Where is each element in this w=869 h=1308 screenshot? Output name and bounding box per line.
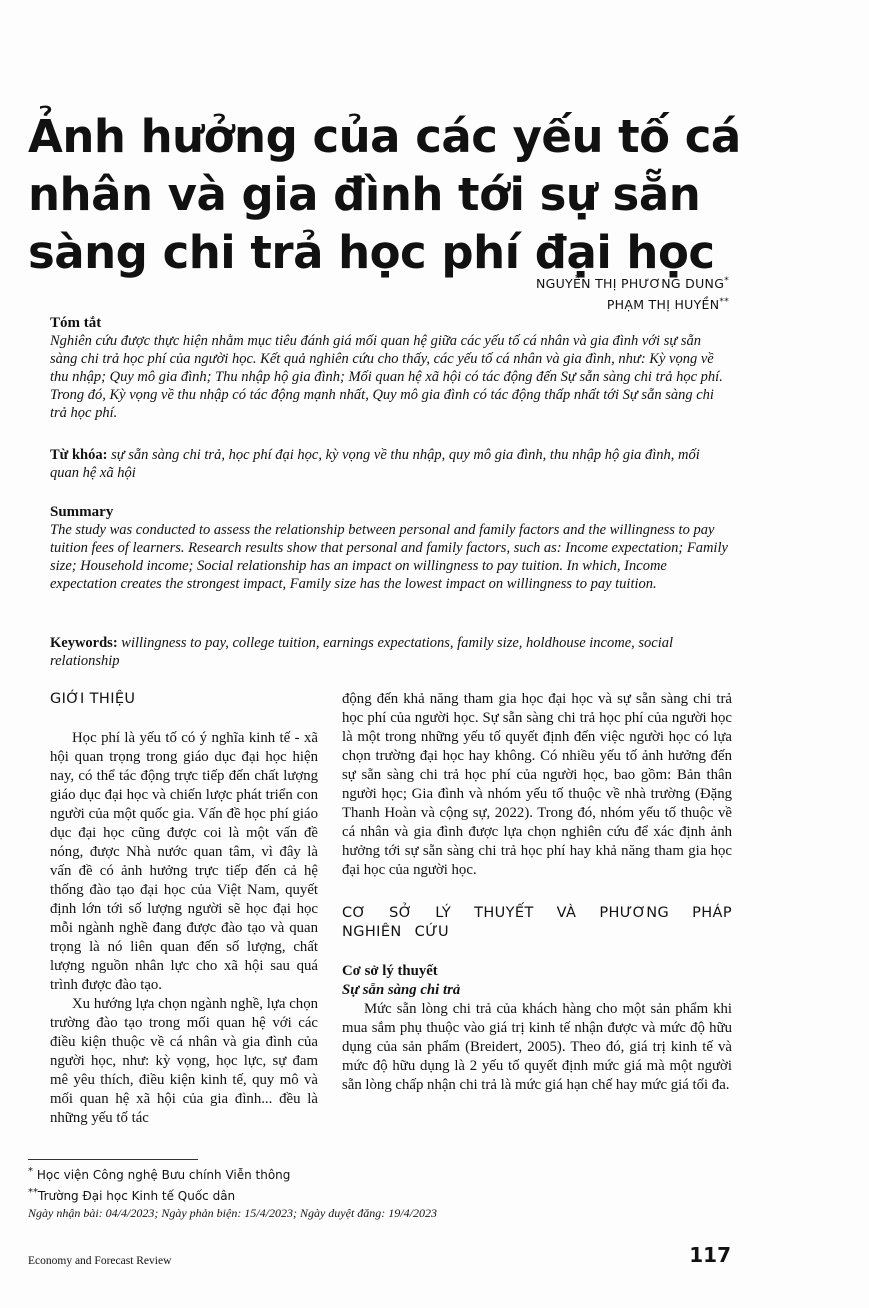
article-title: Ảnh hưởng của các yếu tố cá nhân và gia đình tới sự sẵn sàng chi trả học phí đại học bbox=[28, 110, 741, 279]
intro-paragraph-1: Học phí là yếu tố có ý nghĩa kinh tế - xã hội quan trọng trong giáo dục đại học hiện nay, có thể tác động trực tiếp đến chất lượng giáo dục đại học và chiến lược phát triển con người của một quốc gia. Vấn đề học phí giáo dục đại học cũng được coi là một vấn đề nóng, được Nhà nước quan tâm, vì đây là vấn đề có ảnh hưởng trực tiếp đến cả hệ thống đào tạo đại học của Việt Nam, quyết định lớn tới số lượng người sẽ học đại học mỗi ngành nghề đang được đào tạo và quan trọng là nó liên quan đến số lượng, chất lượng nguồn nhân lực cho xã hội sau quá trình được đào tạo. bbox=[50, 730, 318, 993]
footnotes bbox=[28, 1163, 728, 1222]
journal-name: Economy and Forecast Review bbox=[28, 1255, 172, 1267]
subheading-willingness-to-pay: Sự sẵn sàng chi trả bbox=[342, 982, 461, 998]
keywords-vi-label: Từ khóa: bbox=[50, 447, 108, 463]
keywords-vi-text: sự sẵn sàng chi trả, học phí đại học, kỳ vọng về thu nhập, quy mô gia đình, thu nhập hộ gia đình, mối quan hệ xã hội bbox=[50, 447, 700, 481]
subheading-theory: Cơ sở lý thuyết bbox=[342, 963, 438, 979]
footnote-1 bbox=[28, 1163, 728, 1184]
keywords-english bbox=[50, 634, 730, 670]
footnote-divider bbox=[28, 1159, 198, 1160]
intro-paragraph-2-continued: động đến khả năng tham gia học đại học và sự sẵn sàng chi trả học phí của người học. Sự sẵn sàng chi trả học phí của người học là một trong những yếu tố quyết định đến việc người học có lựa chọn trường đại học hay không. Có nhiều yếu tố ảnh hưởng đến sự sẵn sàng chi trả học phí của người học, bao gồm: Bản thân người học; Gia đình và nhóm yếu tố thuộc về nhà trường (Đặng Thanh Hoàn và cộng sự, 2022). Trong đó, nhóm yếu tố thuộc về cá nhân và gia đình được lựa chọn nghiên cứu để xác định ảnh hưởng tới sự sẵn sàng chi trả học phí hay khả năng tham gia học đại học của người học. bbox=[342, 691, 732, 878]
footnote-1-text: Học viện Công nghệ Bưu chính Viễn thông bbox=[36, 1168, 291, 1182]
intro-paragraph-2: Xu hướng lựa chọn ngành nghề, lựa chọn trường đào tạo trong mối quan hệ với các điều kiện thuộc về cá nhân và gia đình của người học, như: kỳ vọng, học lực, sự đam mê yêu thích, điều kiện kinh tế, quy mô và mối quan hệ xã hội của gia đình... đều là những yếu tố tác bbox=[50, 996, 318, 1126]
page-number: 117 bbox=[689, 1243, 731, 1267]
author-list bbox=[536, 272, 729, 314]
keywords-en-text: willingness to pay, college tuition, earnings expectations, family size, holdhouse income, social relationship bbox=[50, 635, 674, 669]
keywords-en-label: Keywords: bbox=[50, 635, 118, 651]
abstract-vietnamese bbox=[50, 314, 730, 422]
body-column-right bbox=[342, 690, 732, 1095]
author-1-name: NGUYỄN THỊ PHƯƠNG DUNG bbox=[535, 276, 725, 292]
submission-dates: Ngày nhận bài: 04/4/2023; Ngày phản biện: 15/4/2023; Ngày duyệt đăng: 19/4/2023 bbox=[28, 1206, 437, 1220]
keywords-vietnamese bbox=[50, 446, 730, 482]
footnote-2 bbox=[28, 1184, 728, 1205]
section-heading-theory-method: CƠ SỞ LÝ THUYẾT VÀ PHƯƠNG PHÁP NGHIÊN CỨU bbox=[342, 905, 732, 940]
footnote-2-text: Trường Đại học Kinh tế Quốc dân bbox=[38, 1189, 236, 1203]
footnote-1-mark: * bbox=[28, 1166, 33, 1177]
abstract-en-text: The study was conducted to assess the relationship between personal and family factors and the willingness to pay tuition fees of learners. Research results show that personal and family factors, such as: Income expectation; Family size; Household income; Social relationship has an impact on willingness to pay tuition. In which, Income expectation creates the strongest impact, Family size has the lowest impact on willingness to pay tuition. bbox=[50, 522, 728, 592]
author-2 bbox=[536, 293, 729, 314]
author-1-mark: * bbox=[724, 276, 729, 286]
author-2-name: PHẠM THỊ HUYỀN bbox=[606, 297, 720, 313]
abstract-english bbox=[50, 503, 730, 593]
abstract-en-heading: Summary bbox=[50, 504, 114, 520]
theory-paragraph-1: Mức sẵn lòng chi trả của khách hàng cho một sản phẩm khi mua sắm phụ thuộc vào giá trị kinh tế nhận được và mức độ hữu dụng của sản phẩm (Breidert, 2005). Theo đó, giá trị kinh tế và mức độ hữu dụng là 2 yếu tố quyết định mức giá mà một người sẵn lòng chấp nhận chi trả là mức giá hạn chế hay mức giá tối đa. bbox=[342, 1001, 732, 1093]
body-column-left bbox=[50, 690, 318, 1128]
abstract-vi-heading: Tóm tắt bbox=[50, 315, 102, 331]
section-heading-introduction: GIỚI THIỆU bbox=[50, 691, 136, 707]
author-2-mark: ** bbox=[719, 297, 729, 308]
footnote-2-mark: ** bbox=[28, 1187, 38, 1198]
author-1 bbox=[536, 272, 729, 293]
abstract-vi-text: Nghiên cứu được thực hiện nhằm mục tiêu đánh giá mối quan hệ giữa các yếu tố cá nhân và gia đình với sự sẵn sàng chi trả học phí của người học. Kết quả nghiên cứu cho thấy, các yếu tố cá nhân và gia đình, như: Kỳ vọng về thu nhập; Quy mô gia đình; Thu nhập hộ gia đình; Mối quan hệ xã hội có tác động đến Sự sẵn sàng chi trả học phí. Trong đó, Kỳ vọng về thu nhập có tác động mạnh nhất, Quy mô gia đình có tác động thấp nhất tới Sự sẵn sàng chi trả học phí. bbox=[50, 333, 723, 421]
